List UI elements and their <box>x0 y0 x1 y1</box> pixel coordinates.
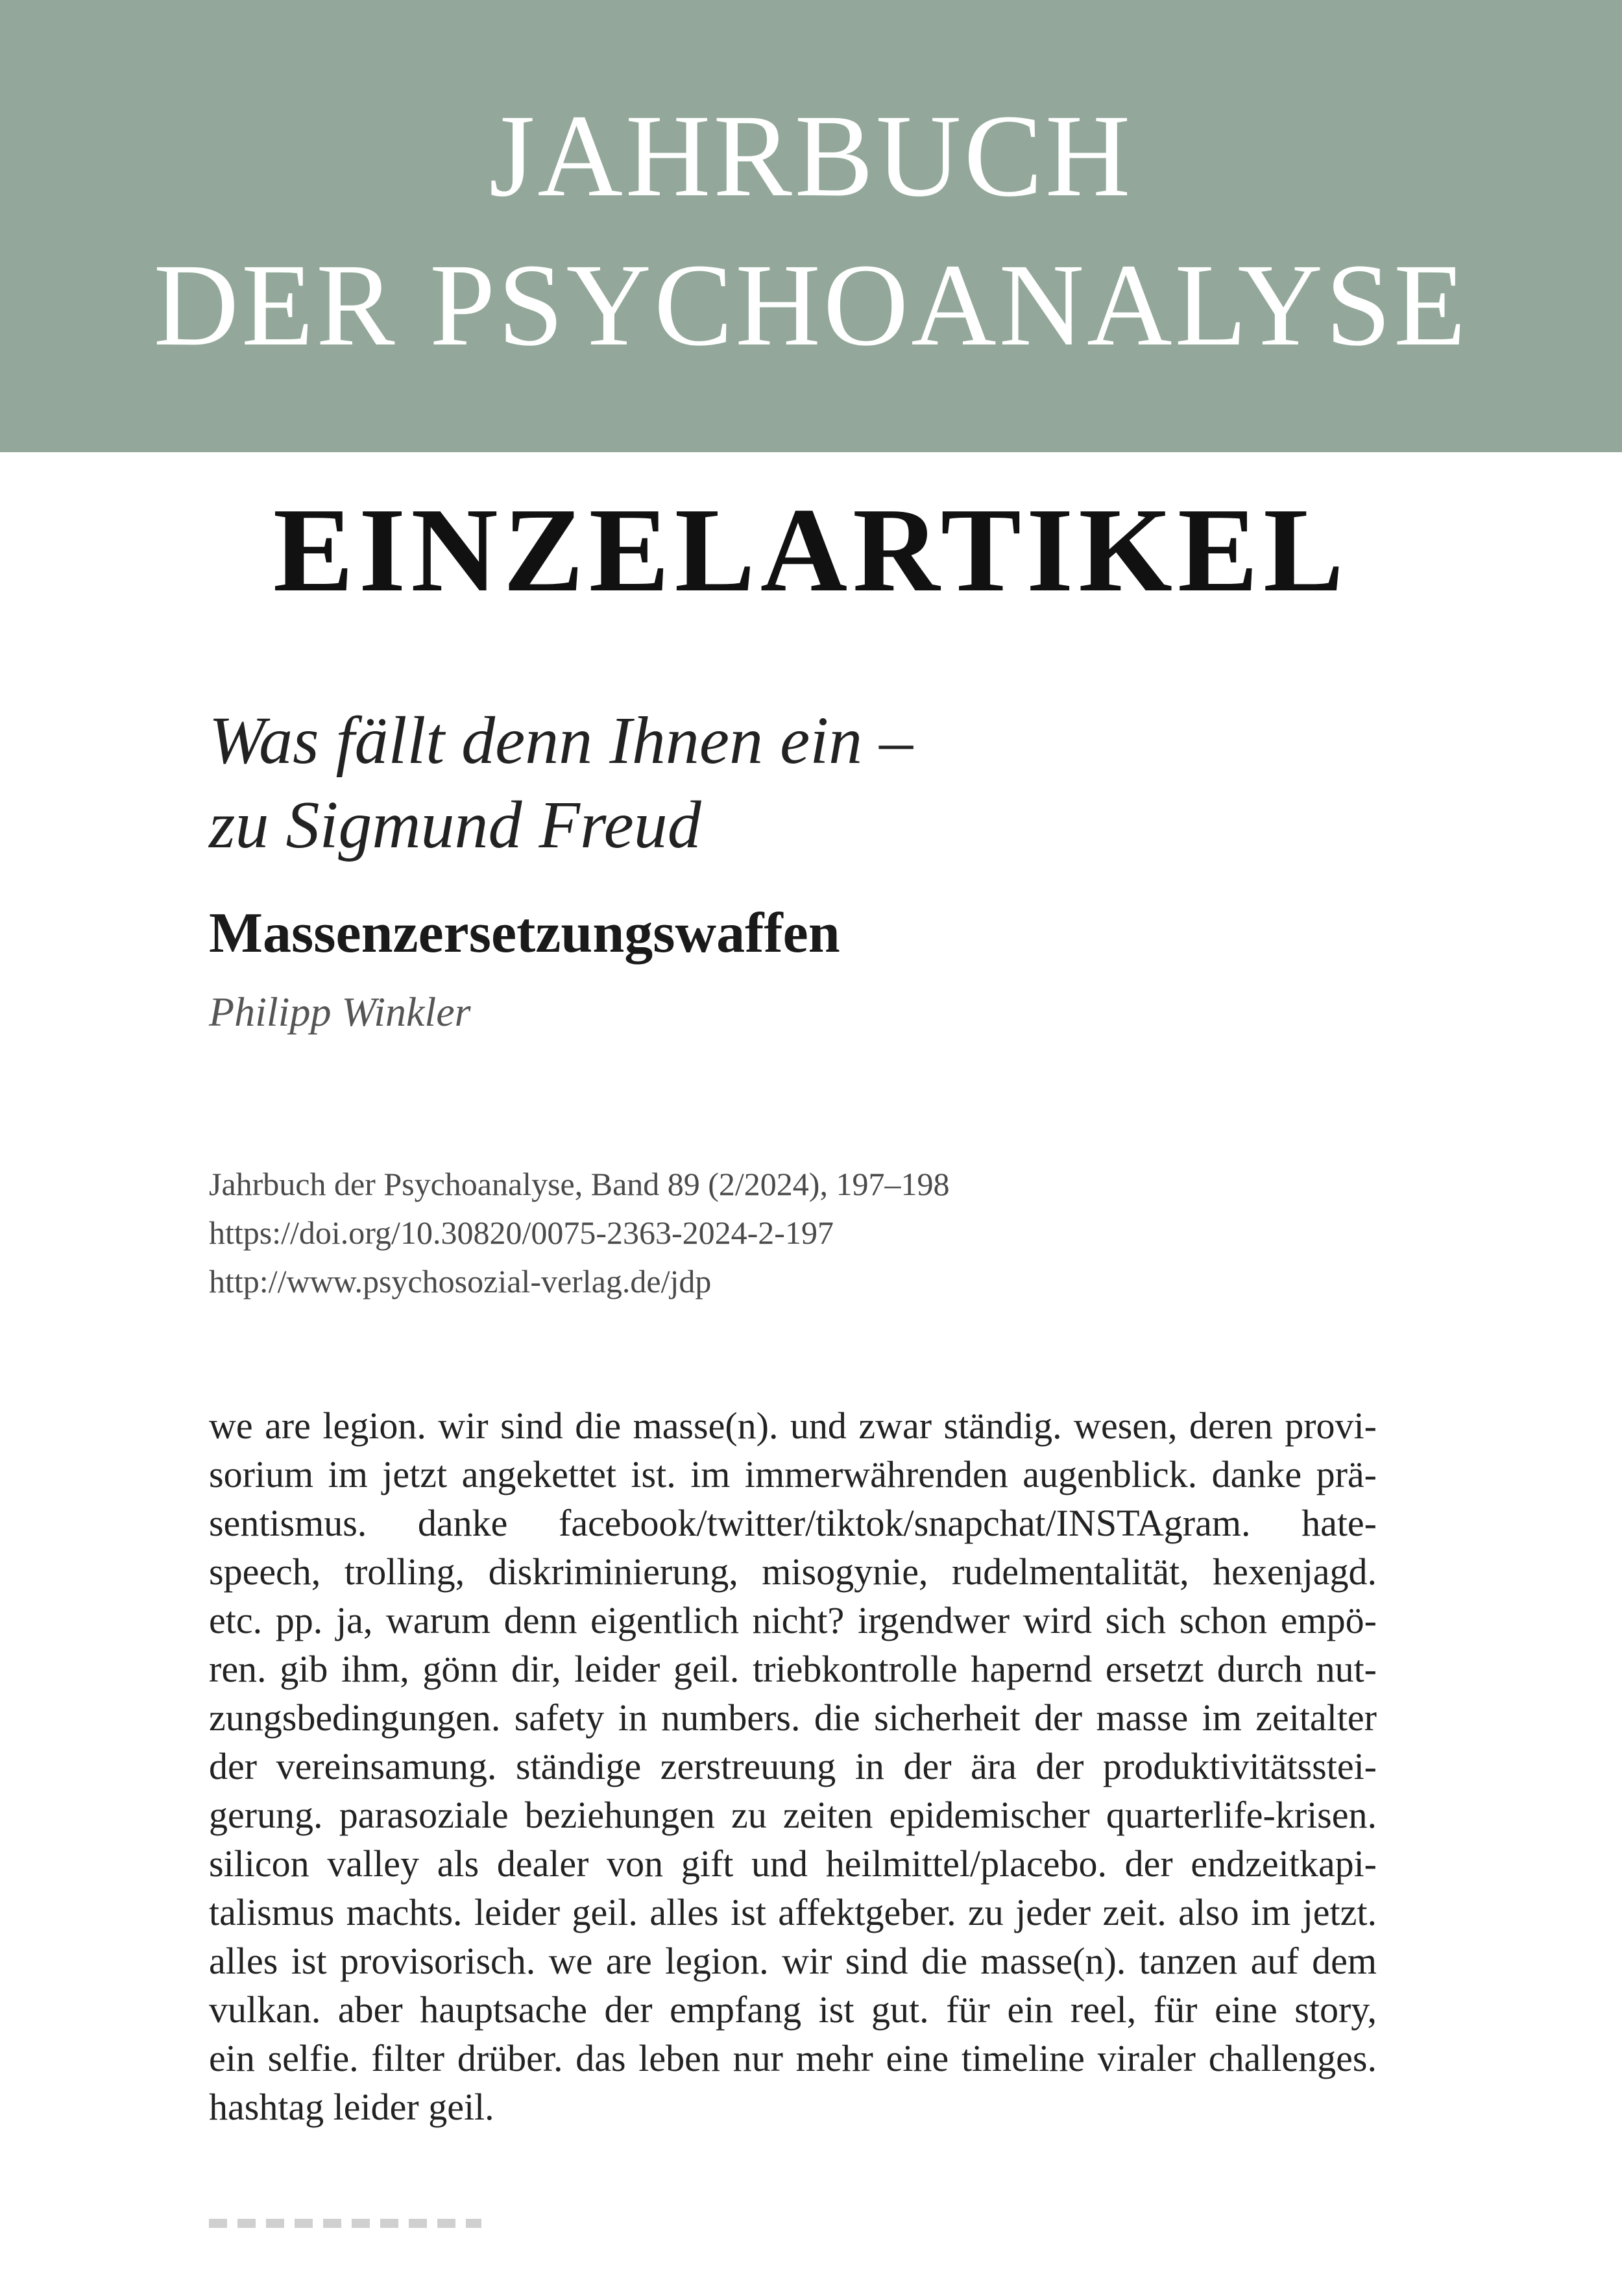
publisher-link[interactable]: http://www.psychosozial-verlag.de/jdp <box>209 1263 712 1299</box>
doi-link[interactable]: https://doi.org/10.30820/0075-2363-2024-2-197 <box>209 1214 834 1251</box>
author-name: Philipp Winkler <box>209 989 471 1035</box>
body-line: ein selfie. filter drüber. das leben nur mehr eine timeline viraler challenges. <box>209 2037 1377 2079</box>
body-line: silicon valley als dealer von gift und heilmittel/placebo. der endzeitkapi- <box>209 1843 1377 1885</box>
body-line: sentismus. danke facebook/twitter/tiktok/snapchat/INSTAgram. hate- <box>209 1502 1377 1544</box>
citation-line: Jahrbuch der Psychoanalyse, Band 89 (2/2024), 197–198 <box>209 1166 950 1202</box>
body-line: alles ist provisorisch. we are legion. wir sind die masse(n). tanzen auf dem <box>209 1940 1377 1982</box>
body-line: der vereinsamung. ständige zerstreuung in der ära der produktivitätsstei- <box>209 1745 1377 1787</box>
body-line: vulkan. aber hauptsache der empfang ist gut. für ein reel, für eine story, <box>209 1988 1377 2031</box>
body-line: ren. gib ihm, gönn dir, leider geil. triebkontrolle hapernd ersetzt durch nut- <box>209 1648 1377 1690</box>
journal-title-line-2: DER PSYCHOANALYSE <box>153 240 1469 370</box>
body-line: talismus machts. leider geil. alles ist affektgeber. zu jeder zeit. also im jetzt. <box>209 1891 1377 1933</box>
body-line: hashtag leider geil. <box>209 2086 494 2128</box>
body-line: etc. pp. ja, warum denn eigentlich nicht? irgendwer wird sich schon empö- <box>209 1599 1377 1641</box>
body-line: zungsbedingungen. safety in numbers. die sicherheit der masse im zeitalter <box>209 1697 1377 1739</box>
article-body <box>209 1401 1377 2131</box>
series-subtitle-line-2: zu Sigmund Freud <box>209 788 701 862</box>
cropped-footer-fragment <box>209 2219 481 2228</box>
journal-banner <box>0 0 1622 452</box>
body-line: sorium im jetzt angekettet ist. im immerwährenden augenblick. danke prä- <box>209 1453 1377 1495</box>
body-line: we are legion. wir sind die masse(n). und zwar ständig. wesen, deren provi- <box>209 1405 1377 1447</box>
body-line: gerung. parasoziale beziehungen zu zeiten epidemischer quarterlife-krisen. <box>209 1794 1377 1836</box>
article-title: Massenzersetzungswaffen <box>209 902 840 965</box>
headline: EINZELARTIKEL <box>272 483 1350 617</box>
series-subtitle-line-1: Was fällt denn Ihnen ein – <box>209 703 914 778</box>
journal-title-line-1: JAHRBUCH <box>489 91 1133 221</box>
body-line: speech, trolling, diskriminierung, misogynie, rudelmentalität, hexenjagd. <box>209 1551 1377 1593</box>
